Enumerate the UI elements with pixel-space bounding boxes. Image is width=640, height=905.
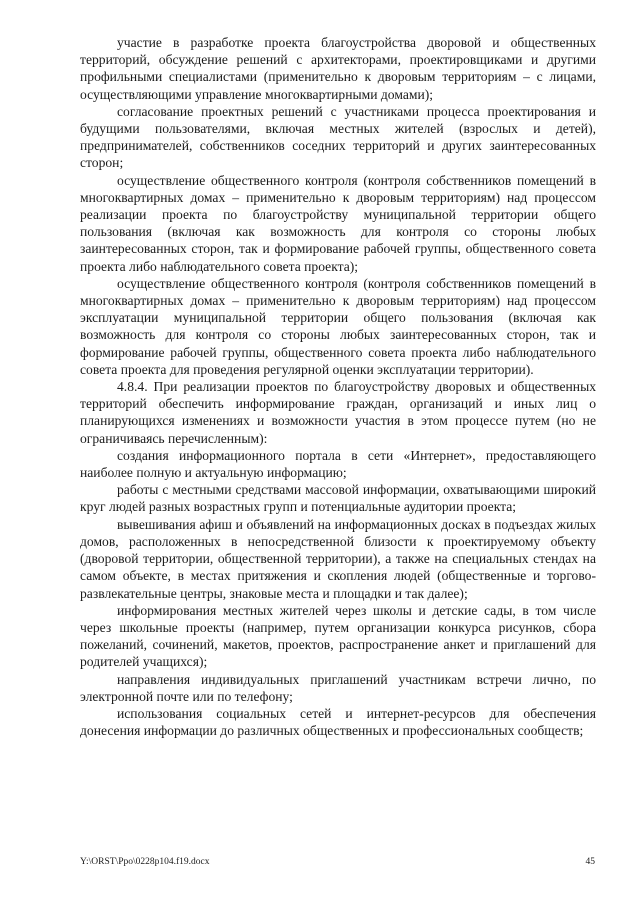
paragraph-schools-kindergartens: информирования местных жителей через школы и детские сады, в том числе через школьные проекты (например, путем организации конкурса рисунков, сбора пожеланий, сочинений, макетов, проектов, распространение анкет и приглашений для родителей учащихся); — [80, 602, 596, 670]
document-body — [80, 34, 596, 739]
paragraph-public-control-operation: осуществление общественного контроля (контроля собственников помещений в многоквартирных домах – применительно к дворовым территориям) над процессом эксплуатации муниципальной территории общего пользования (включая как возможность для контроля со стороны любых заинтересованных сторон, так и формирование рабочей группы, общественного совета проекта либо наблюдательного совета проекта для проведения регулярной оценки эксплуатации территории). — [80, 275, 596, 377]
footer-page-number: 45 — [585, 857, 595, 867]
paragraph-info-portal: создания информационного портала в сети «Интернет», предоставляющего наиболее полную и актуальную информацию; — [80, 447, 596, 481]
paragraph-social-networks: использования социальных сетей и интернет-ресурсов для обеспечения донесения информации до различных общественных и профессиональных сообществ; — [80, 705, 596, 739]
page-footer — [0, 856, 640, 870]
paragraph-approval-design-decisions: согласование проектных решений с участниками процесса проектирования и будущими пользователями, включая местных жителей (взрослых и детей), предпринимателей, собственников соседних территорий и других заинтересованных сторон; — [80, 103, 596, 171]
paragraph-individual-invitations: направления индивидуальных приглашений участникам встречи лично, по электронной почте или по телефону; — [80, 671, 596, 704]
paragraph-posters-announcements: вывешивания афиш и объявлений на информационных досках в подъездах жилых домов, расположенных в непосредственной близости к проектируемому объекту (дворовой территории, общественной территории), а также на специальных стендах на самом объекте, в местах притяжения и скопления людей (общественные и торгово-развлекательные центры, знаковые места и площадки и так далее); — [80, 516, 596, 601]
paragraph-section-4-8-4: 4.8.4. При реализации проектов по благоустройству дворовых и общественных территорий обеспечить информирование граждан, организаций и иных лиц о планирующихся изменениях и возможности участия в этом процессе путем (но не ограничиваясь перечисленным): — [80, 379, 596, 446]
paragraph-public-control-implementation: осуществление общественного контроля (контроля собственников помещений в многоквартирных домах – применительно к дворовым территориям) над процессом реализации проекта по благоустройству муниципальной территории общего пользования (включая как возможность для контроля со стороны любых заинтересованных сторон, так и формирование рабочей группы, общественного совета проекта либо наблюдательного совета проекта); — [80, 172, 596, 274]
paragraph-mass-media: работы с местными средствами массовой информации, охватывающими широкий круг людей разных возрастных групп и потенциальные аудитории проекта; — [80, 482, 596, 515]
footer-file-path: Y:\ORST\Ppo\0228p104.f19.docx — [80, 857, 210, 867]
paragraph-participation-design: участие в разработке проекта благоустройства дворовой и общественных территорий, обсуждение решений с архитекторами, проектировщиками и другими профильными специалистами (применительно к дворовым территориям – с лицами, осуществляющими управление многоквартирными домами); — [80, 35, 596, 102]
